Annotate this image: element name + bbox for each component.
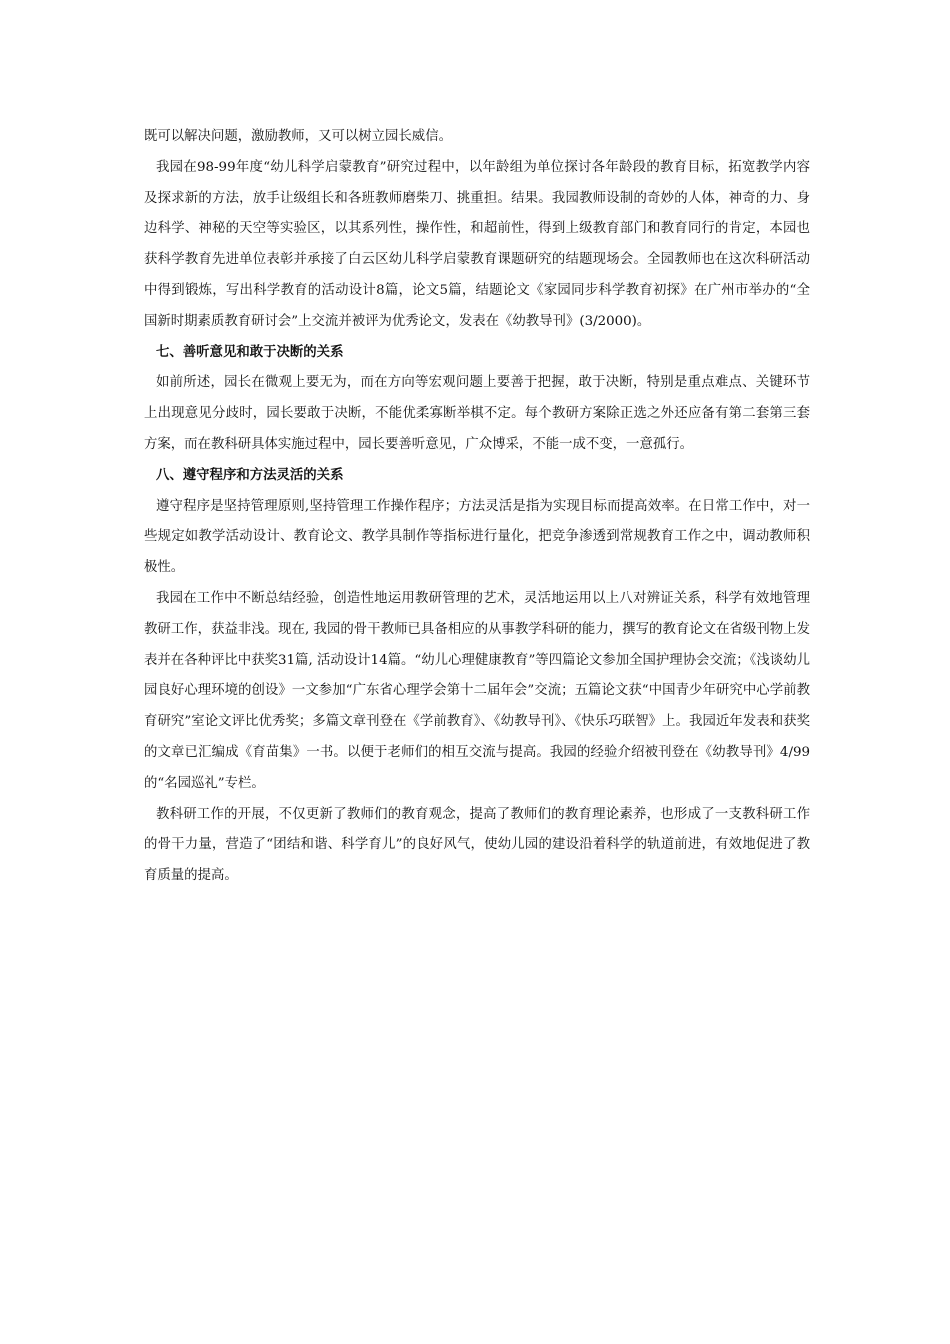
paragraph-science-education: 我园在98-99年度“幼儿科学启蒙教育”研究过程中，以年龄组为单位探讨各年龄段的教育目标，拓宽教学内容及探求新的方法，放手让级组长和各班教师磨柴刀、挑重担。结果。我园教师设制的奇妙的人体，神奇的力、身边科学、神秘的天空等实验区，以其系列性，操作性，和超前性，得到上级教育部门和教育同行的肯定，本园也获科学教育先进单位表彰并承接了白云区幼儿科学启蒙教育课题研究的结题现场会。全园教师也在这次科研活动中得到锻炼，写出科学教育的活动设计8篇，论文5篇，结题论文《家园同步科学教育初探》在广州市举办的“全国新时期素质教育研讨会”上交流并被评为优秀论文，发表在《幼教导刊》(3/2000)。	[144, 159, 810, 329]
paragraph-achievements: 我园在工作中不断总结经验，创造性地运用教研管理的艺术，灵活地运用以上八对辨证关系，科学有效地管理教研工作，获益非浅。现在, 我园的骨干教师已具备相应的从事教学科研的能力，撰写的教育论文在省级刊物上发表并在各种评比中获奖31篇, 活动设计14篇。“幼儿心理健康教育”等四篇论文参加全国护理协会交流；《浅谈幼儿园良好心理环境的创设》一文参加“广东省心理学会第十二届年会”交流；五篇论文获“中国青少年研究中心学前教育研究”室论文评比优秀奖；多篇文章刊登在《学前教育》、《幼教导刊》、《快乐巧联智》上。我园近年发表和获奖的文章已汇编成《育苗集》一书。以便于老师们的相互交流与提高。我园的经验介绍被刊登在《幼教导刊》4/99的“名园巡礼”专栏。	[144, 590, 810, 791]
document-body	[144, 122, 810, 892]
paragraph-conclusion: 教科研工作的开展，不仅更新了教师们的教育观念，提高了教师们的教育理论素养，也形成了一支教科研工作的骨干力量，营造了“团结和谐、科学育儿”的良好风气，使幼儿园的建设沿着科学的轨道前进，有效地促进了教育质量的提高。	[144, 806, 810, 884]
section-heading-7: 七、善听意见和敢于决断的关系	[156, 344, 344, 360]
paragraph-continuation: 既可以解决问题，激励教师，又可以树立园长威信。	[144, 129, 452, 144]
paragraph-decision-making: 如前所述，园长在微观上要无为，而在方向等宏观问题上要善于把握，敢于决断，特别是重点难点、关键环节上出现意见分歧时，园长要敢于决断，不能优柔寡断举棋不定。每个教研方案除正选之外还应备有第二套第三套方案，而在教科研具体实施过程中，园长要善听意见，广众博采，不能一成不变，一意孤行。	[144, 375, 810, 452]
section-heading-8: 八、遵守程序和方法灵活的关系	[156, 467, 344, 483]
paragraph-procedure: 遵守程序是坚持管理原则,坚持管理工作操作程序；方法灵活是指为实现目标而提高效率。在日常工作中，对一些规定如教学活动设计、教育论文、教学具制作等指标进行量化，把竞争渗透到常规教育工作之中，调动教师积极性。	[144, 498, 810, 576]
